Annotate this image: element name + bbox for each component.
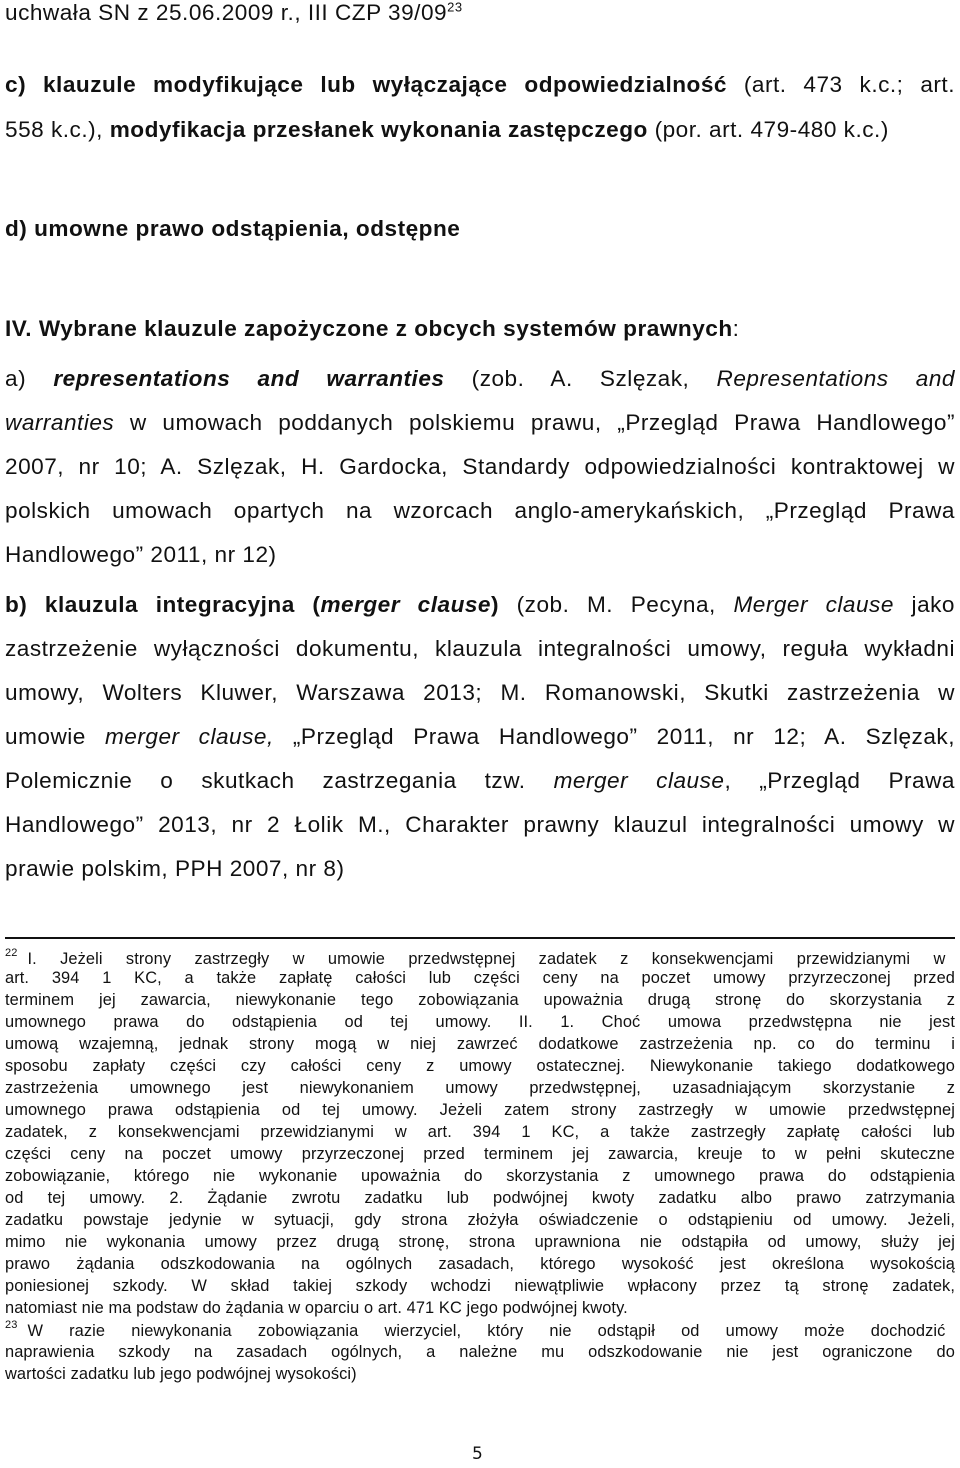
footnote-separator [5, 937, 955, 939]
item-a-line-3: 2007, nr 10; A. Szlęzak, H. Gardocka, Standardy odpowiedzialności kontraktowej w [5, 454, 955, 479]
footnote-line: od tej umowy. 2. Żądanie zwrotu zadatku lub podwójnej kwoty zadatku albo prawo zatrzymania [5, 1189, 955, 1207]
footnote-22-line: $^{22}$ I. Jeżeli strony zastrzegły w umowie przedwstępnej zadatek z konsekwencjami przewidzianymi w [5, 947, 946, 968]
item-a-line-4: polskich umowach opartych na wzorcach anglo-amerykańskich, „Przegląd Prawa [5, 498, 955, 523]
item-b-line-4: umowie merger clause, „Przegląd Prawa Handlowego” 2011, nr 12; A. Szlęzak, [5, 724, 955, 749]
footnote-ref-23: 23 [447, 0, 463, 15]
item-b-line-1: b) klauzula integracyjna (merger clause) (zob. M. Pecyna, Merger clause jako [5, 592, 955, 617]
footnote-line: natomiast nie ma podstaw do żądania w oparciu o art. 471 KC jego podwójnej kwoty. [5, 1299, 628, 1317]
item-b-line-6: Handlowego” 2013, nr 2 Łolik M., Charakter prawny klauzul integralności umowy w [5, 812, 955, 837]
item-c-line-2: 558 k.c.), modyfikacja przesłanek wykonania zastępczego (por. art. 479-480 k.c.) [5, 117, 889, 142]
footnote-line: umownego prawa odstąpienia od tej umowy. Jeżeli zatem strony zastrzegły w umowie przedwstępnej [5, 1101, 955, 1119]
footnote-line: art. 394 1 KC, a także zapłatę całości lub części ceny na poczet umowy przyrzeczonej przed [5, 969, 955, 987]
footnote-line: sposobu zapłaty części czy całości ceny z umowy ostatecznej. Niewykonanie takiego dodatkowego [5, 1057, 955, 1075]
footnote-line: naprawienia szkody na zasadach ogólnych, a należne mu odszkodowanie nie jest ograniczone do [5, 1343, 955, 1361]
item-b-line-7: prawie polskim, PPH 2007, nr 8) [5, 856, 345, 881]
item-a-line-1: a) representations and warranties (zob. A. Szlęzak, Representations and [5, 366, 955, 391]
footnote-line: terminem jej zawarcia, niewykonanie tego zobowiązania upoważnia drugą stronę do skorzystania z [5, 991, 955, 1009]
footnote-line: zastrzeżenia umownego jest niewykonaniem umowy przedwstępnej, uzasadniającym skorzystanie z [5, 1079, 955, 1097]
item-b-line-3: umowy, Wolters Kluwer, Warszawa 2013; M. Romanowski, Skutki zastrzeżenia w [5, 680, 955, 705]
text-line: uchwała SN z 25.06.2009 r., III CZP 39/09$^{23}$ [5, 0, 463, 25]
footnote-line: umownego prawa do odstąpienia od tej umowy. II. 1. Choć umowa przedwstępna nie jest [5, 1013, 955, 1031]
footnote-line: prawo żądania odszkodowania na ogólnych zasadach, którego wysokość jest określona wysokością [5, 1255, 955, 1273]
page-number: 5 [472, 1444, 483, 1464]
footnote-line: mimo nie wykonania umowy przez drugą stronę, strona uprawniona nie odstąpiła od umowy, służy jej [5, 1233, 955, 1251]
footnote-line: wartości zadatku lub jego podwójnej wysokości) [5, 1365, 357, 1383]
item-d: d) umowne prawo odstąpienia, odstępne [5, 216, 461, 241]
footnote-line: poniesionej szkody. W skład takiej szkody wchodzi niewątpliwie wpłacony przez tą stronę zadatek, [5, 1277, 955, 1295]
item-b-line-5: Polemicznie o skutkach zastrzegania tzw. merger clause, „Przegląd Prawa [5, 768, 955, 793]
item-a-line-5: Handlowego” 2011, nr 12) [5, 542, 277, 567]
footnote-line: umową wzajemną, jednak strony mogą w niej zawrzeć dodatkowe zastrzeżenia np. co do terminu i [5, 1035, 955, 1053]
footnote-line: części ceny na poczet umowy przyrzeczonej przed terminem jej zawarcia, kreuje to w pełni skuteczne [5, 1145, 955, 1163]
item-a-line-2: warranties w umowach poddanych polskiemu prawu, „Przegląd Prawa Handlowego” [5, 410, 955, 435]
item-b-line-2: zastrzeżenie wyłączności dokumentu, klauzula integralności umowy, reguła wykładni [5, 636, 955, 661]
footnote-line: zadatek, z konsekwencjami przewidzianymi w art. 394 1 KC, a także zastrzegły zapłatę całości lub [5, 1123, 955, 1141]
footnote-line: zobowiązanie, którego nie wykonanie upoważnia do skorzystania z umownego prawa do odstąpienia [5, 1167, 955, 1185]
footnote-line: zadatku powstaje jedynie w sytuacji, gdy strona złożyła oświadczenie o odstąpieniu od umowy. Jeżeli, [5, 1211, 955, 1229]
section-iv-heading: IV. Wybrane klauzule zapożyczone z obcych systemów prawnych: [5, 316, 740, 341]
item-c-line-1: c) klauzule modyfikujące lub wyłączające odpowiedzialność (art. 473 k.c.; art. [5, 72, 955, 97]
footnote-23-line: $^{23}$ W razie niewykonania zobowiązania wierzyciel, który nie odstąpił od umowy może dochodzić [5, 1319, 946, 1340]
